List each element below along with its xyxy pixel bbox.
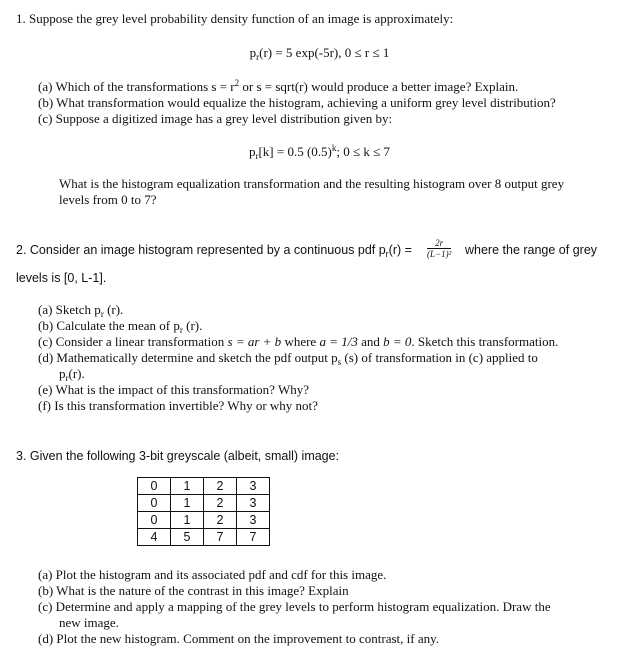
q1-pdf-equation: $p_r(r) = 5$ exp(-5r), 0 ≤ r ≤ 1 [249, 45, 390, 62]
grid-cell: 3 [237, 495, 270, 512]
q1-part-a: (a) Which of the transformations $s = r^2$ or s = sqrt(r) would produce a better image? Explain. [38, 78, 519, 94]
q1-followup-line2: levels from 0 to 7? [59, 192, 157, 207]
q3-part-b: (b) What is the nature of the contrast in this image? Explain [38, 583, 349, 598]
q1-discrete-equation: $p_r[k] = 0.5$ $(0.5)^k$; 0 ≤ k ≤ 7 [248, 143, 391, 161]
q3-part-c-line2: new image. [59, 615, 119, 630]
grid-cell: 1 [171, 495, 204, 512]
grid-cell: 2 [204, 495, 237, 512]
q1-part-b: (b) What transformation would equalize the histogram, achieving a uniform grey level distribution? [38, 95, 556, 110]
grid-row [138, 529, 270, 546]
grid-cell: 5 [171, 529, 204, 546]
q2-part-b: (b) Calculate the mean of $p_r$ (r). [38, 318, 203, 335]
grid-cell: 7 [237, 529, 270, 546]
grid-cell: 1 [171, 478, 204, 495]
q2-intro-end: where the range of grey [465, 243, 598, 257]
grid-cell: 0 [138, 478, 171, 495]
q2-part-f: (f) Is this transformation invertible? Why or why not? [38, 398, 318, 413]
grid-cell: 0 [138, 495, 171, 512]
grid-cell: 3 [237, 478, 270, 495]
grid-cell: 2 [204, 478, 237, 495]
grid-cell: 2 [204, 512, 237, 529]
q3-intro: 3. Given the following 3-bit greyscale (albeit, small) image: [16, 449, 340, 463]
q2-intro: 2. Consider an image histogram represented by a continuous pdf $p_r(r)$ = [16, 243, 412, 259]
q2-part-c: (c) Consider a linear transformation s = ar + b where a = 1/3 and b = 0. Sketch this transformation. [38, 334, 559, 349]
q1-intro: 1. Suppose the grey level probability density function of an image is approximately: [16, 11, 454, 26]
q3-part-d: (d) Plot the new histogram. Comment on the improvement to contrast, if any. [38, 631, 440, 646]
grid-cell: 3 [237, 512, 270, 529]
grid-cell: 4 [138, 529, 171, 546]
grid-row [138, 478, 270, 495]
grid-cell: 1 [171, 512, 204, 529]
q2-part-d: (d) Mathematically determine and sketch the pdf output $p_s$ (s) of transformation in (c) applied to [38, 350, 538, 367]
q2-part-a: (a) Sketch $p_r$ (r). [38, 302, 124, 319]
grid-row [138, 512, 270, 529]
q2-pdf-fraction: $\frac{2r}{\text{(L−1)²}}$ [427, 238, 452, 259]
grid-row [138, 495, 270, 512]
q2-intro-line2: levels is [0, L-1]. [16, 271, 107, 285]
grid-cell: 0 [138, 512, 171, 529]
q2-part-e: (e) What is the impact of this transformation? Why? [38, 382, 309, 397]
q3-part-a: (a) Plot the histogram and its associated pdf and cdf for this image. [38, 567, 387, 582]
grid-cell: 7 [204, 529, 237, 546]
q2-part-d-line2: $p_r(r)$. [59, 366, 85, 383]
image-pixel-grid [137, 477, 270, 546]
q3-part-c: (c) Determine and apply a mapping of the grey levels to perform histogram equalization. Draw the [38, 599, 551, 614]
q1-followup-line1: What is the histogram equalization transformation and the resulting histogram over 8 output grey [59, 176, 565, 191]
q1-part-c: (c) Suppose a digitized image has a grey level distribution given by: [38, 111, 393, 126]
